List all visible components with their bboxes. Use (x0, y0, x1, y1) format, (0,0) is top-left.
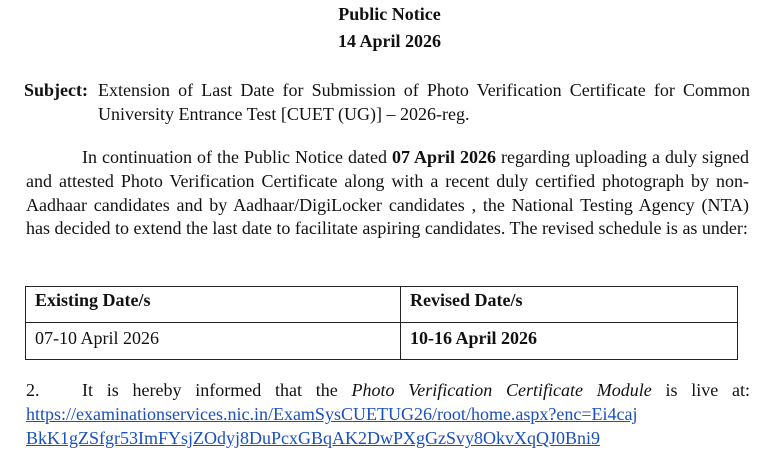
header-existing-date: Existing Date/s (26, 287, 401, 323)
module-name: Photo Verification Certificate Module (351, 380, 652, 400)
schedule-table (25, 286, 738, 360)
point-2-text (82, 378, 750, 402)
point-2 (26, 378, 750, 450)
subject-text: Extension of Last Date for Submission of Photo Verification Certificate for Common University Entrance Test [CUET (UG)] – 2026-reg. (98, 80, 750, 124)
body-bold-date: 07 April 2026 (391, 147, 497, 167)
notice-date: 14 April 2026 (337, 31, 441, 51)
point-2-lead: It is hereby informed that the (82, 380, 352, 400)
body-text-part1: In continuation of the Public Notice dated (82, 147, 392, 167)
subject-block (24, 78, 750, 126)
point-2-suffix: is live at: (651, 380, 751, 400)
body-paragraph (26, 146, 749, 241)
point-2-first-line (26, 378, 750, 402)
portal-link-line2[interactable]: BkK1gZSfgr53ImFYsjZOdyj8DuPcxGBqAK2DwPXgGzSvy8OkvXqQJ0Bni9 (26, 428, 601, 448)
table-header-row (26, 287, 738, 323)
cell-revised-date: 10-16 April 2026 (401, 323, 738, 360)
point-number: 2. (26, 380, 40, 400)
cell-existing-date: 07-10 April 2026 (26, 323, 401, 360)
portal-link-line1[interactable]: https://examinationservices.nic.in/ExamSysCUETUG26/root/home.aspx?enc=Ei4caj (26, 404, 638, 424)
notice-title: Public Notice (338, 4, 441, 24)
subject-label: Subject: (24, 80, 88, 100)
body-text-part2: regarding uploading a duly signed and attested Photo Verification Certificate along with a recent duly certified photograph by non-Aadhaar candidates and by Aadhaar/DigiLocker candidates , the National Testing Agency (NTA) has decided to extend the last date to facilitate aspiring candidates. The revised schedule is as under: (26, 147, 749, 239)
table-row (26, 323, 738, 360)
header-revised-date: Revised Date/s (401, 287, 738, 323)
